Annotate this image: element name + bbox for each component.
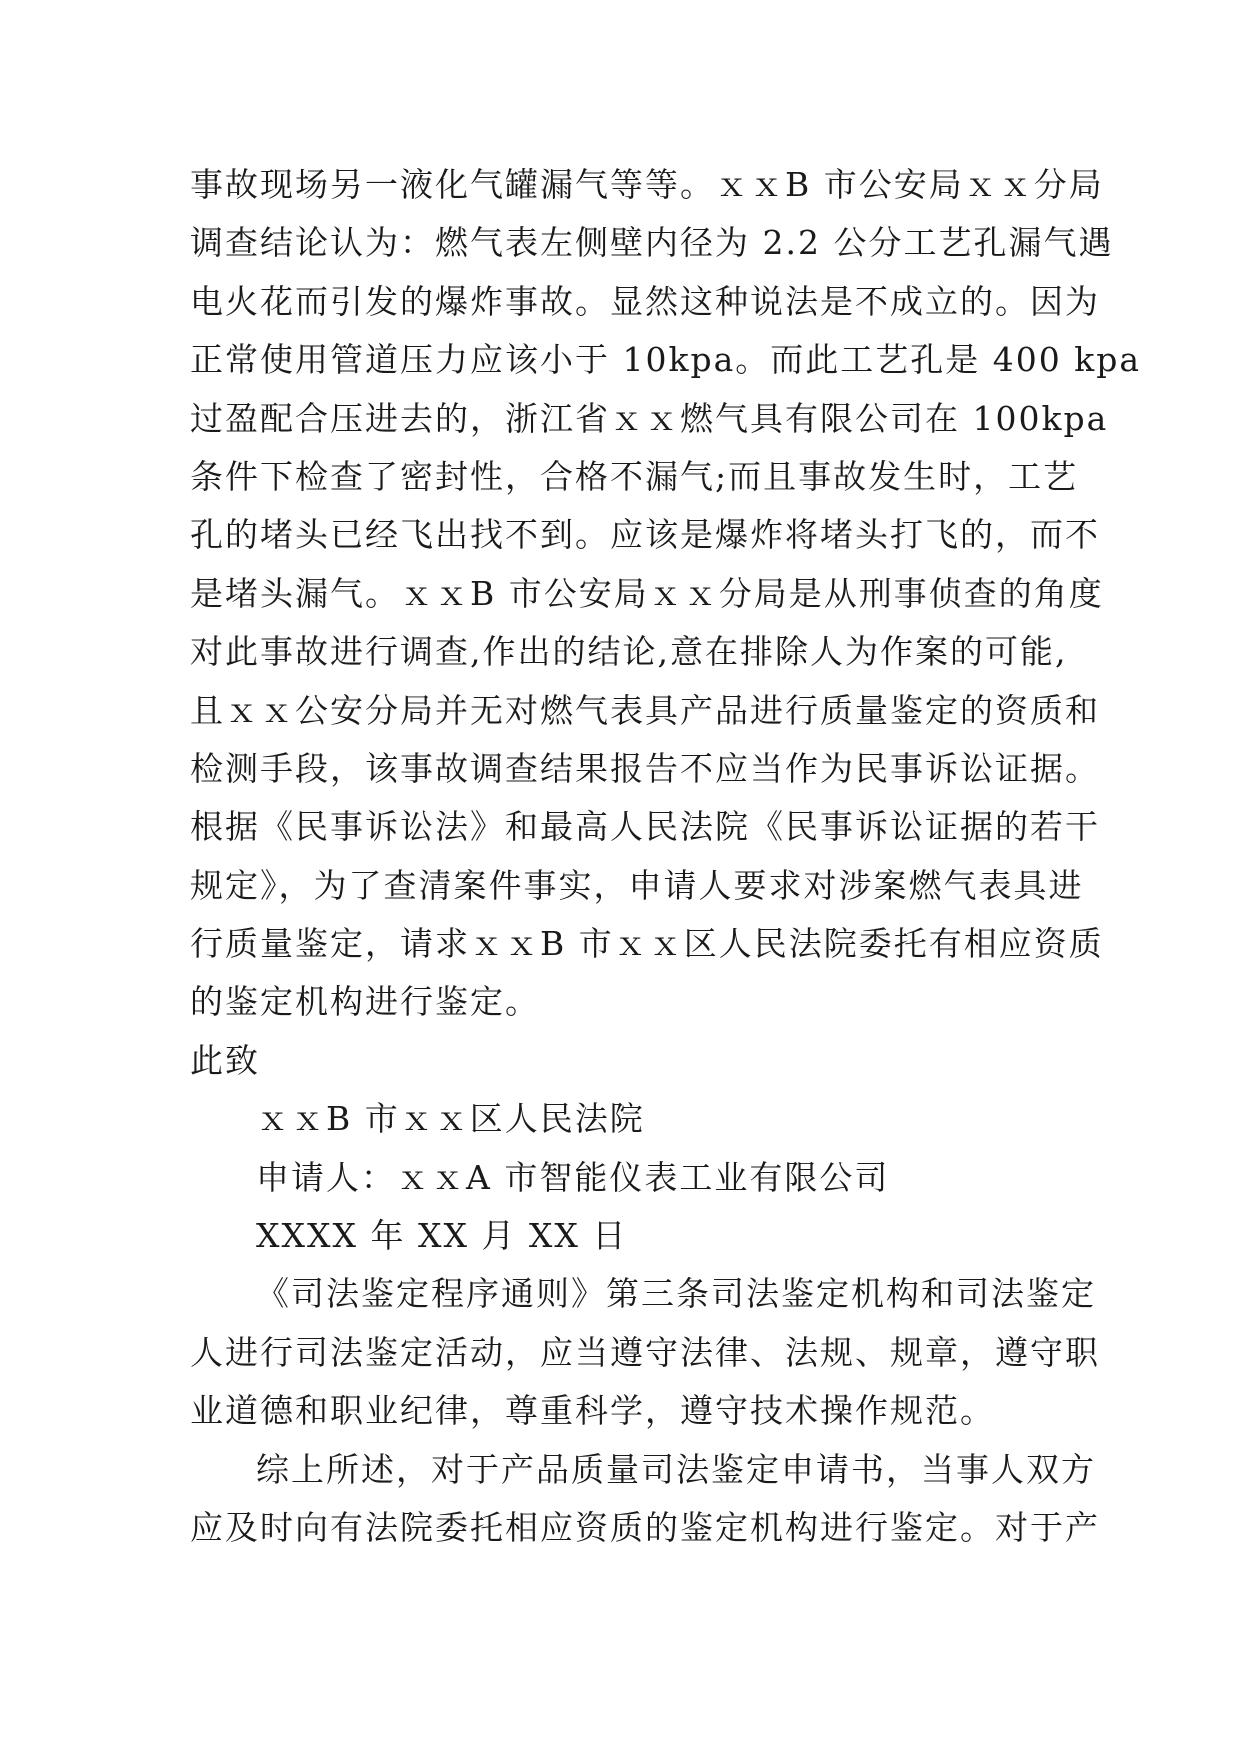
paragraph-line: 调查结论认为：燃气表左侧壁内径为 2.2 公分工艺孔漏气遇 bbox=[190, 223, 1114, 263]
paragraph-line: 综上所述，对于产品质量司法鉴定申请书，当事人双方 bbox=[256, 1449, 1096, 1489]
paragraph-line: 是堵头漏气。ｘｘB 市公安局ｘｘ分局是从刑事侦查的角度 bbox=[190, 573, 1104, 613]
paragraph-line: 行质量鉴定，请求ｘｘB 市ｘｘ区人民法院委托有相应资质 bbox=[190, 924, 1104, 964]
paragraph-line: 过盈配合压进去的，浙江省ｘｘ燃气具有限公司在 100kpa bbox=[190, 398, 1109, 438]
paragraph-line: 条件下检查了密封性，合格不漏气;而且事故发生时，工艺 bbox=[190, 456, 1079, 496]
paragraph-line: 事故现场另一液化气罐漏气等等。ｘｘB 市公安局ｘｘ分局 bbox=[190, 165, 1104, 204]
paragraph-line: 业道德和职业纪律，尊重科学，遵守技术操作规范。 bbox=[190, 1391, 995, 1431]
recipient-court: ｘｘB 市ｘｘ区人民法院 bbox=[256, 1099, 645, 1139]
paragraph-line: 孔的堵头已经飞出找不到。应该是爆炸将堵头打飞的，而不 bbox=[190, 515, 1100, 555]
salutation: 此致 bbox=[190, 1040, 260, 1080]
paragraph-line: 对此事故进行调查,作出的结论,意在排除人为作案的可能, bbox=[190, 632, 1068, 672]
paragraph-line: 《司法鉴定程序通则》第三条司法鉴定机构和司法鉴定 bbox=[256, 1274, 1096, 1314]
paragraph-line: 正常使用管道压力应该小于 10kpa。而此工艺孔是 400 kpa bbox=[190, 340, 1142, 380]
paragraph-line: 规定》，为了查清案件事实，申请人要求对涉案燃气表具进 bbox=[190, 865, 1084, 905]
paragraph-line: 且ｘｘ公安分局并无对燃气表具产品进行质量鉴定的资质和 bbox=[190, 690, 1100, 730]
date-line: XXXX 年 XX 月 XX 日 bbox=[256, 1216, 628, 1256]
paragraph-line: 电火花而引发的爆炸事故。显然这种说法是不成立的。因为 bbox=[190, 281, 1100, 321]
document-body bbox=[190, 156, 1142, 1557]
paragraph-line: 应及时向有法院委托相应资质的鉴定机构进行鉴定。对于产 bbox=[190, 1507, 1100, 1547]
applicant-line: 申请人：ｘｘA 市智能仪表工业有限公司 bbox=[256, 1157, 890, 1197]
paragraph-line: 检测手段，该事故调查结果报告不应当作为民事诉讼证据。 bbox=[190, 748, 1100, 788]
paragraph-line: 人进行司法鉴定活动，应当遵守法律、法规、规章，遵守职 bbox=[190, 1332, 1100, 1372]
paragraph-line: 根据《民事诉讼法》和最高人民法院《民事诉讼证据的若干 bbox=[190, 807, 1100, 847]
paragraph-line: 的鉴定机构进行鉴定。 bbox=[190, 982, 540, 1022]
